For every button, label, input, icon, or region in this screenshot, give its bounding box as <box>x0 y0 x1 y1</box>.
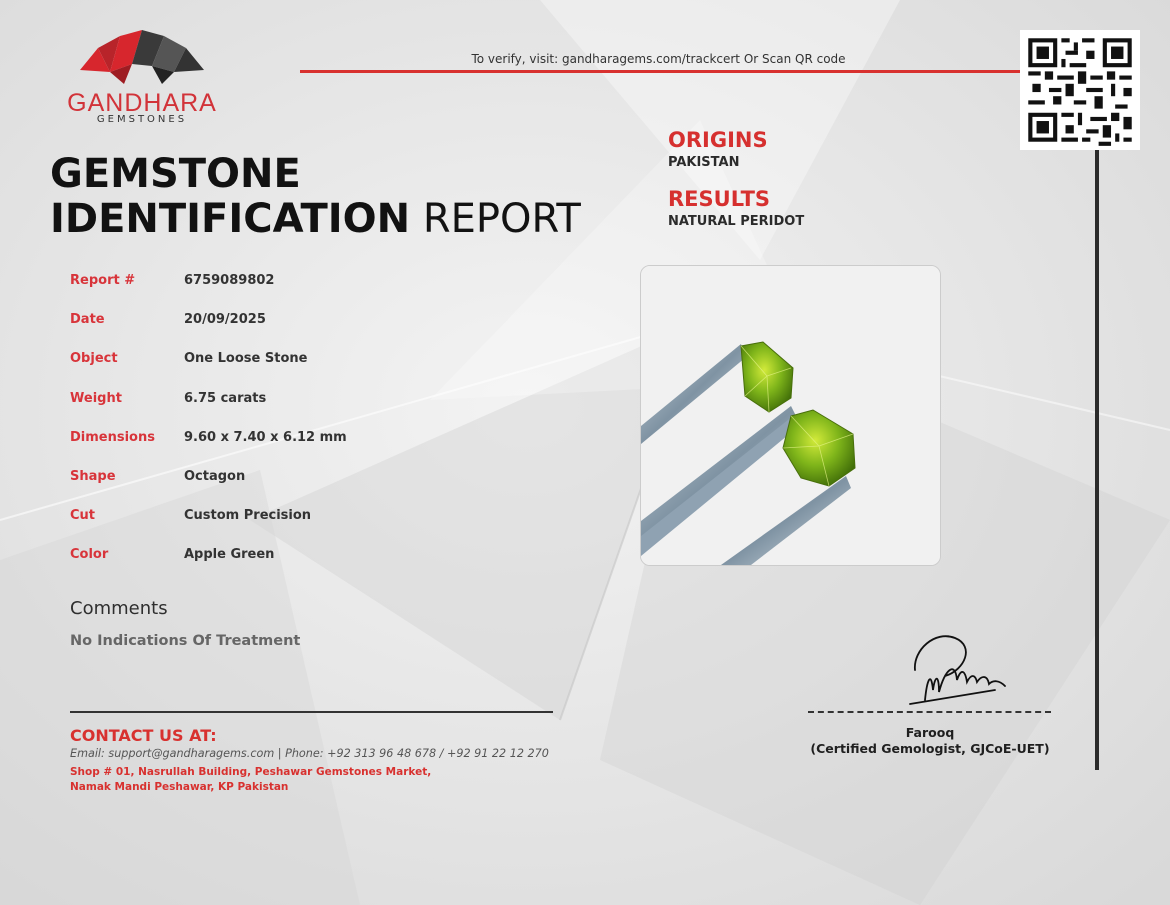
detail-value: 20/09/2025 <box>184 312 266 327</box>
header-divider <box>300 70 1022 73</box>
detail-value: One Loose Stone <box>184 351 308 366</box>
detail-label: Object <box>70 351 118 366</box>
signature-line <box>808 711 1051 713</box>
contact-heading: CONTACT US AT: <box>70 726 217 745</box>
detail-label: Report # <box>70 273 136 288</box>
results-value: NATURAL PERIDOT <box>668 214 805 229</box>
detail-value: 6759089802 <box>184 273 275 288</box>
detail-value: Apple Green <box>184 547 275 562</box>
gemstone-photo <box>640 265 941 566</box>
origins-label: ORIGINS <box>668 128 768 152</box>
detail-label: Shape <box>70 469 116 484</box>
report-title-line1: GEMSTONE <box>50 151 301 197</box>
detail-label: Color <box>70 547 109 562</box>
qr-code-icon <box>1020 30 1140 150</box>
brand-name: GANDHARA <box>67 89 217 117</box>
contact-divider <box>70 711 553 713</box>
address-line-2: Namak Mandi Peshawar, KP Pakistan <box>70 781 289 793</box>
detail-label: Cut <box>70 508 96 523</box>
results-label: RESULTS <box>668 187 771 211</box>
qr-code[interactable] <box>1020 30 1140 150</box>
detail-value: Custom Precision <box>184 508 312 523</box>
report-title-rest: REPORT <box>410 196 581 242</box>
right-border-line <box>1095 150 1099 770</box>
signature-icon <box>905 630 1015 710</box>
signatory-name: Farooq <box>905 725 955 740</box>
comments-heading: Comments <box>70 598 168 619</box>
verify-instruction: To verify, visit: gandharagems.com/trackcert Or Scan QR code <box>471 52 846 66</box>
comments-text: No Indications Of Treatment <box>70 633 301 649</box>
detail-label: Weight <box>70 391 122 406</box>
report-title-bold: IDENTIFICATION <box>50 196 411 242</box>
brand-tagline: GEMSTONES <box>96 114 188 125</box>
contact-address <box>70 765 431 795</box>
detail-value: Octagon <box>184 469 246 484</box>
gemstone-image <box>641 266 940 565</box>
detail-value: 6.75 carats <box>184 391 267 406</box>
gandhara-logo-icon <box>80 30 205 86</box>
signatory-title: (Certified Gemologist, GJCoE-UET) <box>810 741 1050 756</box>
report-title-line2 <box>50 196 581 242</box>
detail-label: Date <box>70 312 105 327</box>
origins-value: PAKISTAN <box>668 155 740 170</box>
contact-email-phone: Email: support@gandharagems.com | Phone: +92 313 96 48 678 / +92 91 22 12 270 <box>70 747 549 760</box>
detail-label: Dimensions <box>70 430 155 445</box>
detail-value: 9.60 x 7.40 x 6.12 mm <box>184 430 347 445</box>
address-line-1: Shop # 01, Nasrullah Building, Peshawar Gemstones Market, <box>70 766 432 778</box>
